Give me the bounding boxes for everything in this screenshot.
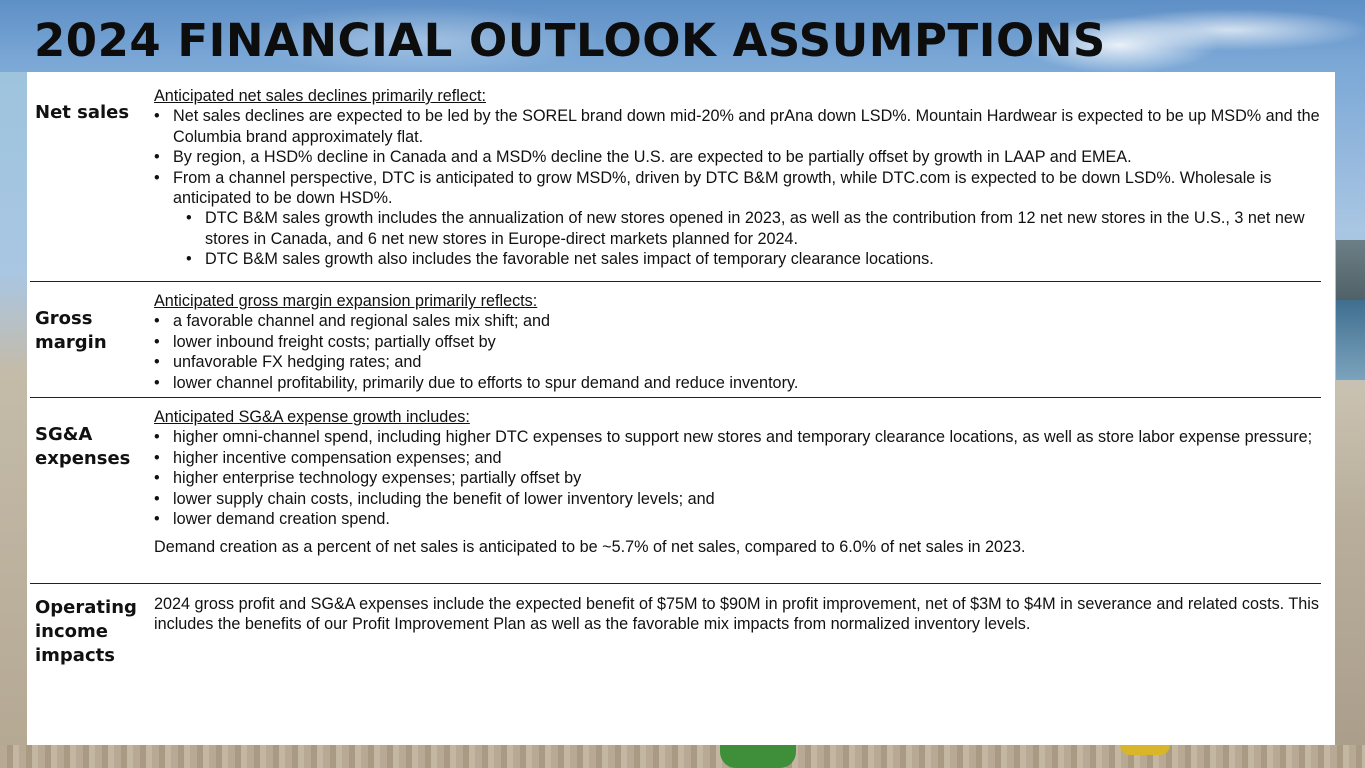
net-sales-bullet: • By region, a HSD% decline in Canada and a MSD% decline the U.S. are expected to be partially offset by growth in LAAP and EMEA.: [154, 147, 1320, 167]
net-sales-sub-bullets: [154, 208, 1320, 269]
gross-margin-bullet: • lower inbound freight costs; partially offset by: [154, 332, 1320, 352]
gross-margin-bullets: [154, 311, 1320, 393]
net-sales-sub-bullet: • DTC B&M sales growth also includes the favorable net sales impact of temporary clearance locations.: [186, 249, 1320, 269]
net-sales-heading: Anticipated net sales declines primarily reflect:: [154, 87, 486, 105]
section-label-gross-margin: Gross margin: [35, 308, 107, 353]
sga-bullet: • higher omni-channel spend, including higher DTC expenses to support new stores and temporary clearance locations, as well as store labor expense pressure;: [154, 427, 1320, 447]
section-content-sga-expenses: [154, 407, 1320, 558]
background-sand-left: [0, 72, 27, 745]
sga-bullet: • lower supply chain costs, including the benefit of lower inventory levels; and: [154, 489, 1320, 509]
section-label-operating-income: Operating income impacts: [35, 597, 137, 666]
section-content-operating-income: [154, 594, 1320, 635]
section-gross-margin: [30, 291, 1321, 398]
sga-bullet: • lower demand creation spend.: [154, 509, 1320, 529]
content-panel: [27, 72, 1335, 745]
net-sales-bullets: [154, 106, 1320, 208]
section-net-sales: [30, 86, 1321, 282]
net-sales-bullet: • From a channel perspective, DTC is anticipated to grow MSD%, driven by DTC B&M growth, while DTC.com is expected to be down LSD%. Wholesale is anticipated to be down HSD%.: [154, 168, 1320, 209]
sga-bullet: • higher enterprise technology expenses; partially offset by: [154, 468, 1320, 488]
sga-demand-creation-note: Demand creation as a percent of net sales is anticipated to be ~5.7% of net sales, compared to 6.0% of net sales in 2023.: [154, 538, 1026, 557]
section-content-gross-margin: [154, 291, 1320, 393]
section-label-sga-expenses: SG&A expenses: [35, 424, 131, 469]
slide-title: 2024 FINANCIAL OUTLOOK ASSUMPTIONS: [34, 14, 1106, 67]
sga-heading: Anticipated SG&A expense growth includes:: [154, 408, 470, 426]
section-content-net-sales: [154, 86, 1320, 270]
background-green-object: [720, 745, 796, 768]
gross-margin-heading: Anticipated gross margin expansion primarily reflects:: [154, 292, 538, 310]
sga-bullets: [154, 427, 1320, 529]
net-sales-bullet: • Net sales declines are expected to be led by the SOREL brand down mid-20% and prAna down LSD%. Mountain Hardwear is expected to be up MSD% and the Columbia brand approximately flat.: [154, 106, 1320, 147]
net-sales-sub-bullet: • DTC B&M sales growth includes the annualization of new stores opened in 2023, as well as the contribution from 12 net new stores in the U.S., 3 net new stores in Canada, and 6 net new stores in Europe-direct markets planned for 2024.: [186, 208, 1320, 249]
sga-bullet: • higher incentive compensation expenses; and: [154, 448, 1320, 468]
background-yellow-object: [1120, 745, 1170, 755]
gross-margin-bullet: • lower channel profitability, primarily due to efforts to spur demand and reduce inventory.: [154, 373, 1320, 393]
section-label-net-sales: Net sales: [35, 102, 130, 123]
section-operating-income-impacts: [30, 594, 1321, 734]
section-sga-expenses: [30, 407, 1321, 584]
background-sea: [1336, 300, 1365, 380]
gross-margin-bullet: • a favorable channel and regional sales mix shift; and: [154, 311, 1320, 331]
gross-margin-bullet: • unfavorable FX hedging rates; and: [154, 352, 1320, 372]
operating-income-text: 2024 gross profit and SG&A expenses include the expected benefit of $75M to $90M in profit improvement, net of $3M to $4M in severance and related costs. This includes the benefits of our Profit Improvement Plan as well as the favorable mix impacts from normalized inventory levels.: [154, 595, 1319, 634]
